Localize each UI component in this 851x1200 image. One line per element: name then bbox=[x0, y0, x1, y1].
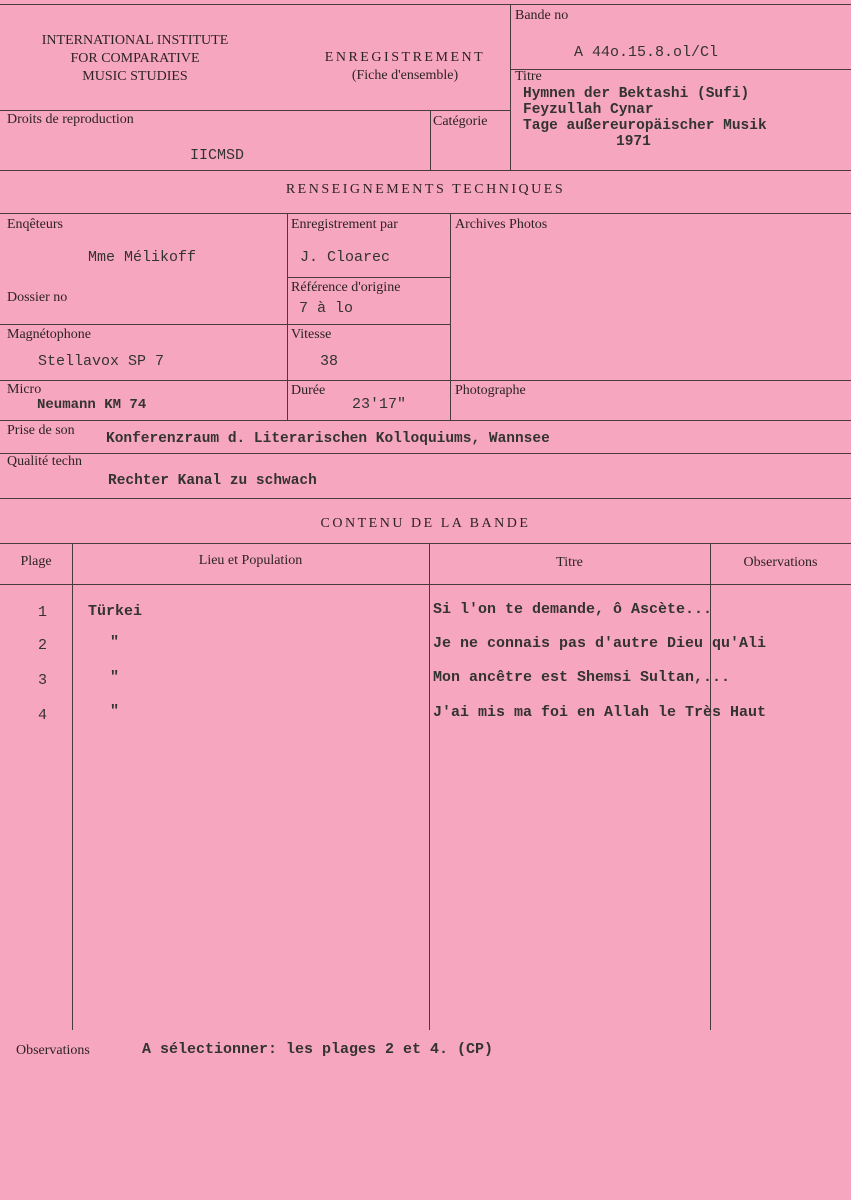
prise-qualite-line bbox=[0, 453, 851, 454]
dossier-label: Dossier no bbox=[7, 290, 68, 305]
reference-label: Référence d'origine bbox=[291, 280, 401, 295]
row-titre: J'ai mis ma foi en Allah le Très Haut bbox=[433, 704, 767, 721]
row-lieu: " bbox=[110, 703, 120, 720]
tech-divider-1 bbox=[287, 213, 288, 420]
magnetophone-label: Magnétophone bbox=[7, 327, 91, 342]
titre-value bbox=[523, 86, 767, 150]
col-divider-plage bbox=[72, 543, 73, 1030]
titre-line-4: 1971 bbox=[616, 134, 651, 150]
titre-line-3: Tage außereuropäischer Musik bbox=[523, 118, 767, 134]
col-header-lieu: Lieu et Population bbox=[198, 553, 303, 568]
technique-bottom-line bbox=[0, 498, 851, 499]
prise-value: Konferenzraum d. Literarischen Kolloquiums, Wannsee bbox=[106, 431, 550, 447]
row-titre: Mon ancêtre est Shemsi Sultan,... bbox=[433, 669, 731, 686]
qualite-label: Qualité techn bbox=[7, 454, 83, 469]
titre-line-2: Feyzullah Cynar bbox=[523, 102, 654, 118]
titre-label: Titre bbox=[515, 69, 542, 84]
categorie-label: Catégorie bbox=[433, 114, 488, 129]
categorie-divider bbox=[430, 110, 431, 170]
row-lieu: " bbox=[110, 634, 120, 651]
contenu-top-line bbox=[0, 543, 851, 544]
row-titre: Je ne connais pas d'autre Dieu qu'Ali bbox=[433, 635, 767, 652]
reference-value: 7 à lo bbox=[299, 300, 354, 317]
observations-value: A sélectionner: les plages 2 et 4. (CP) bbox=[142, 1041, 494, 1058]
archives-label: Archives Photos bbox=[455, 217, 548, 232]
technique-top-line bbox=[0, 213, 851, 214]
col-divider-lieu bbox=[429, 543, 430, 1030]
form-subtitle: (Fiche d'ensemble) bbox=[351, 68, 459, 83]
row-plage: 1 bbox=[38, 604, 48, 621]
micro-label: Micro bbox=[7, 382, 42, 397]
institute-name bbox=[0, 32, 270, 86]
row-plage: 4 bbox=[38, 707, 48, 724]
form-title: ENREGISTREMENT bbox=[324, 50, 486, 65]
qualite-value: Rechter Kanal zu schwach bbox=[108, 473, 317, 489]
col-header-titre: Titre bbox=[556, 555, 583, 570]
titre-line-1: Hymnen der Bektashi (Sufi) bbox=[523, 86, 750, 102]
droits-top-line bbox=[0, 110, 510, 111]
vitesse-value: 38 bbox=[320, 353, 339, 370]
bande-value: A 44o.15.8.ol/Cl bbox=[574, 44, 719, 61]
micro-value: Neumann KM 74 bbox=[37, 397, 147, 413]
enreg-ref-line bbox=[287, 277, 450, 278]
institute-line-1: INTERNATIONAL INSTITUTE bbox=[41, 33, 229, 48]
photographe-label: Photographe bbox=[455, 383, 526, 398]
contenu-header-line bbox=[0, 584, 851, 585]
row-plage: 2 bbox=[38, 637, 48, 654]
enregistrement-value: J. Cloarec bbox=[300, 249, 391, 266]
vitesse-label: Vitesse bbox=[291, 327, 332, 342]
contenu-section-title: CONTENU DE LA BANDE bbox=[320, 516, 531, 531]
bande-titre-divider bbox=[510, 69, 851, 70]
header-bottom-line bbox=[0, 170, 851, 171]
col-header-observations: Observations bbox=[743, 555, 818, 570]
micro-prise-line bbox=[0, 420, 851, 421]
row-lieu: " bbox=[110, 669, 120, 686]
droits-label: Droits de reproduction bbox=[7, 112, 134, 127]
observations-label: Observations bbox=[16, 1043, 90, 1058]
row-lieu: Türkei bbox=[88, 603, 143, 620]
magneto-micro-line bbox=[0, 380, 851, 381]
institute-line-2: FOR COMPARATIVE bbox=[70, 51, 200, 66]
enqueteurs-label: Enqêteurs bbox=[7, 217, 63, 232]
enregistrement-label: Enregistrement par bbox=[291, 217, 398, 232]
header-divider-vertical bbox=[510, 4, 511, 170]
row-plage: 3 bbox=[38, 672, 48, 689]
col-header-plage: Plage bbox=[20, 554, 52, 569]
tech-divider-2 bbox=[450, 213, 451, 420]
bande-label: Bande no bbox=[515, 8, 569, 23]
prise-label: Prise de son bbox=[7, 423, 75, 438]
dossier-magneto-line bbox=[0, 324, 450, 325]
technique-section-title: RENSEIGNEMENTS TECHNIQUES bbox=[285, 182, 566, 197]
institute-line-3: MUSIC STUDIES bbox=[82, 69, 188, 84]
row-titre: Si l'on te demande, ô Ascète... bbox=[433, 601, 713, 618]
droits-value: IICMSD bbox=[190, 147, 245, 164]
duree-label: Durée bbox=[291, 383, 326, 398]
magnetophone-value: Stellavox SP 7 bbox=[38, 353, 165, 370]
top-border bbox=[0, 4, 851, 5]
duree-value: 23'17" bbox=[352, 396, 407, 413]
enqueteurs-value: Mme Mélikoff bbox=[88, 249, 197, 266]
